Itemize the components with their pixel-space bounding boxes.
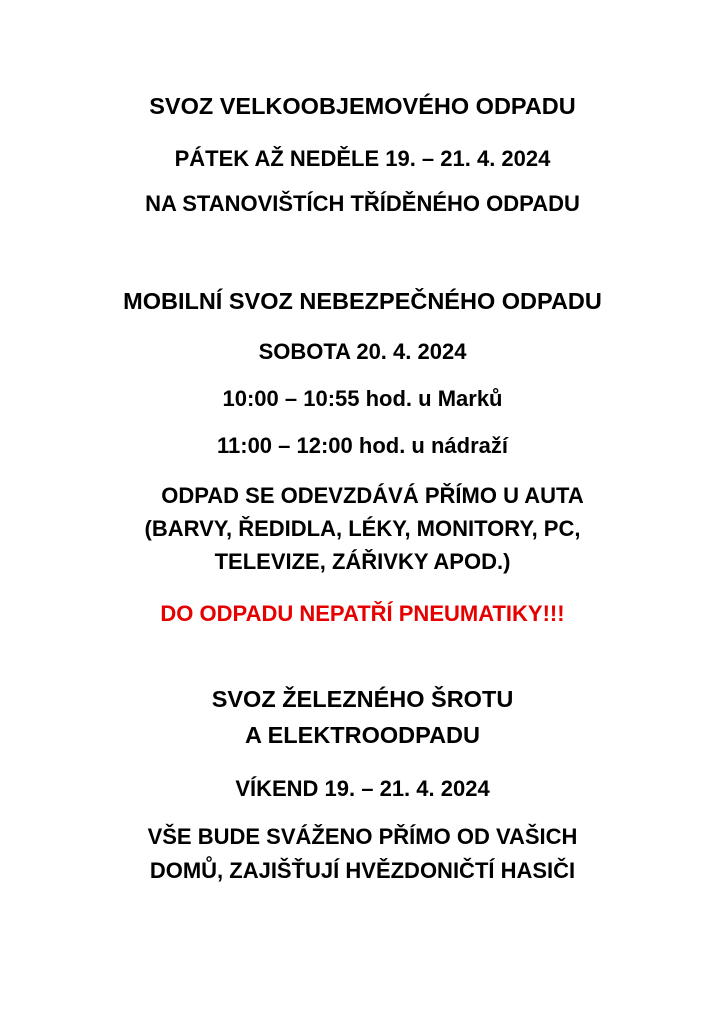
tires-warning: DO ODPADU NEPATŘÍ PNEUMATIKY!!! — [160, 601, 565, 626]
scrap-metal-title-line-2: A ELEKTROODPADU — [245, 722, 480, 748]
hazardous-waste-note-line-2: (BARVY, ŘEDIDLA, LÉKY, MONITORY, PC, — [144, 516, 581, 541]
scrap-metal-note-line-2: DOMŮ, ZAJIŠŤUJÍ HVĚZDONIČTÍ HASIČI — [149, 858, 576, 883]
hazardous-waste-title: MOBILNÍ SVOZ NEBEZPEČNÉHO ODPADU — [123, 288, 602, 314]
hazardous-waste-date: SOBOTA 20. 4. 2024 — [258, 339, 467, 364]
bulky-waste-dates: PÁTEK AŽ NEDĚLE 19. – 21. 4. 2024 — [174, 146, 551, 171]
hazardous-waste-time-1: 10:00 – 10:55 hod. u Marků — [222, 386, 503, 411]
bulky-waste-location: NA STANOVIŠTÍCH TŘÍDĚNÉHO ODPADU — [145, 191, 580, 216]
bulky-waste-title: SVOZ VELKOOBJEMOVÉHO ODPADU — [149, 93, 576, 119]
hazardous-waste-note-line-1: ODPAD SE ODEVZDÁVÁ PŘÍMO U AUTA — [161, 483, 584, 508]
hazardous-waste-time-2: 11:00 – 12:00 hod. u nádraží — [216, 433, 508, 458]
scrap-metal-dates: VÍKEND 19. – 21. 4. 2024 — [235, 776, 490, 801]
scrap-metal-title-line-1: SVOZ ŽELEZNÉHO ŠROTU — [211, 686, 514, 712]
scrap-metal-note-line-1: VŠE BUDE SVÁŽENO PŘÍMO OD VAŠICH — [147, 824, 578, 849]
hazardous-waste-note-line-3: TELEVIZE, ZÁŘIVKY APOD.) — [214, 549, 511, 574]
